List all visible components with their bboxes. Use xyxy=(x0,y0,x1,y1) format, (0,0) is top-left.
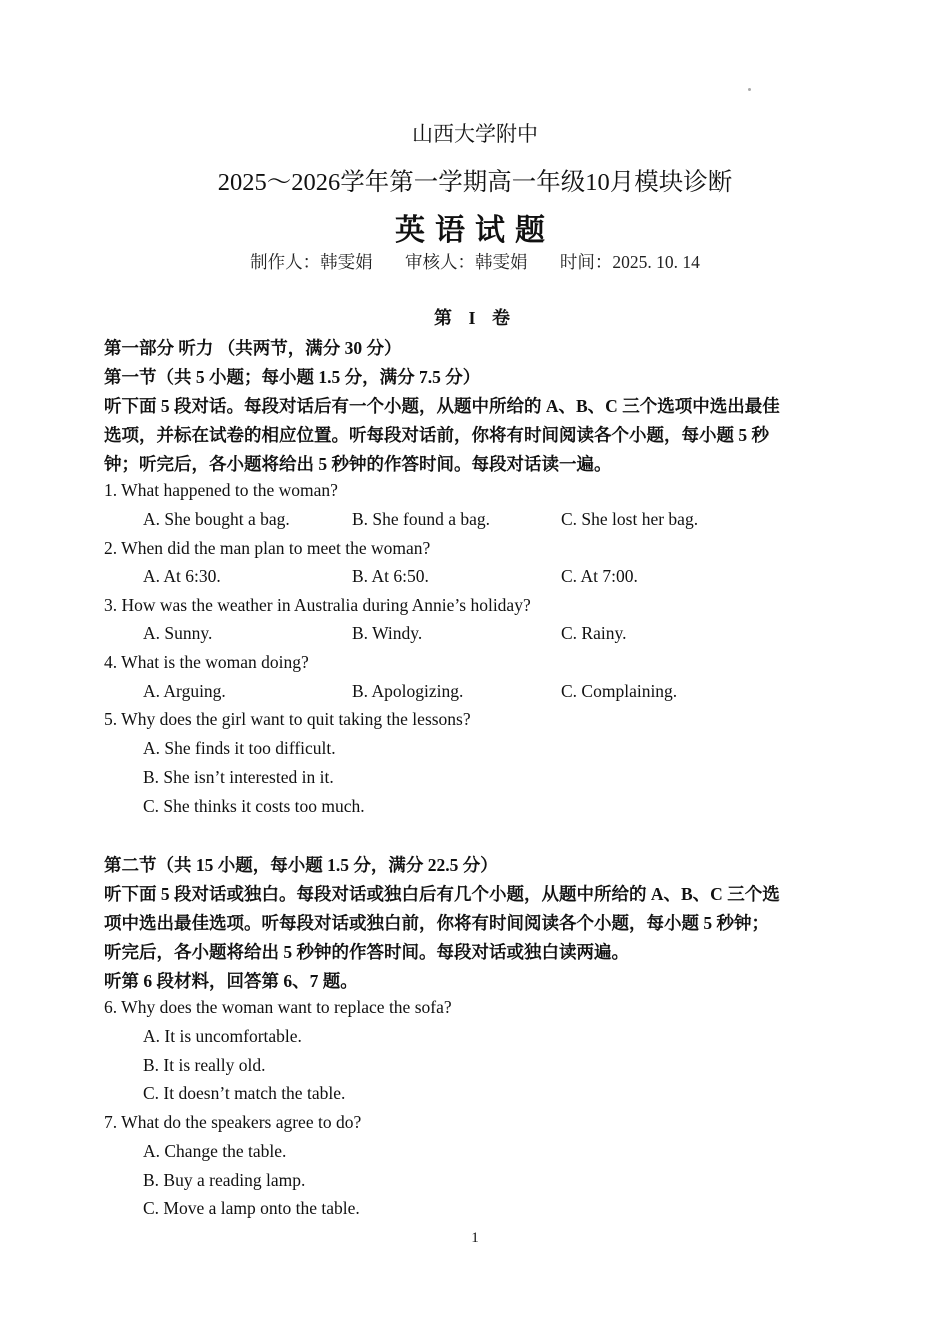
question-stem: 1. What happened to the woman? xyxy=(104,480,338,500)
subject-title: 英语试题 xyxy=(395,214,555,247)
option-b: B. It is really old. xyxy=(143,1055,266,1075)
option-c: C. Rainy. xyxy=(561,623,627,643)
part1-title: 第一部分 听力 （共两节，满分 30 分） xyxy=(104,338,402,358)
instruction-line: 选项，并标在试卷的相应位置。听每段对话前，你将有时间阅读各个小题，每小题 5 秒 xyxy=(104,425,769,445)
question-stem: 3. How was the weather in Australia during Annie’s holiday? xyxy=(104,595,531,615)
instruction-line: 钟；听完后，各小题将给出 5 秒钟的作答时间。每段对话读一遍。 xyxy=(104,454,612,474)
option-b: B. She isn’t interested in it. xyxy=(143,767,334,787)
question-stem: 6. Why does the woman want to replace the sofa? xyxy=(104,997,452,1017)
maker: 制作人：韩雯娟 xyxy=(250,252,373,272)
option-a: A. Change the table. xyxy=(143,1141,287,1161)
option-a: A. Arguing. xyxy=(143,681,226,701)
instruction-line: 听完后，各小题将给出 5 秒钟的作答时间。每段对话或独白读两遍。 xyxy=(104,942,629,962)
scan-dot xyxy=(748,88,751,91)
option-b: B. Apologizing. xyxy=(352,681,464,701)
exam-title: 2025～2026学年第一学期高一年级10月模块诊断 xyxy=(217,169,733,196)
school-name: 山西大学附中 xyxy=(412,122,538,146)
option-a: A. She bought a bag. xyxy=(143,509,290,529)
section1-title: 第一节（共 5 小题；每小题 1.5 分，满分 7.5 分） xyxy=(104,367,481,387)
reviewer: 审核人：韩雯娟 xyxy=(405,252,528,272)
option-b: B. Buy a reading lamp. xyxy=(143,1170,306,1190)
material-note: 听第 6 段材料，回答第 6、7 题。 xyxy=(104,971,358,991)
option-b: B. Windy. xyxy=(352,623,423,643)
option-c: C. At 7:00. xyxy=(561,566,638,586)
option-c: C. Complaining. xyxy=(561,681,678,701)
page-number: 1 xyxy=(471,1230,479,1246)
instruction-line: 听下面 5 段对话。每段对话后有一个小题，从题中所给的 A、B、C 三个选项中选出最佳 xyxy=(104,396,780,416)
option-b: B. She found a bag. xyxy=(352,509,491,529)
option-c: C. She lost her bag. xyxy=(561,509,699,529)
option-c: C. It doesn’t match the table. xyxy=(143,1083,346,1103)
instruction-line: 项中选出最佳选项。听每段对话或独白前，你将有时间阅读各个小题，每小题 5 秒钟； xyxy=(104,913,769,933)
exam-meta xyxy=(0,249,950,274)
option-a: A. It is uncomfortable. xyxy=(143,1026,302,1046)
option-c: C. Move a lamp onto the table. xyxy=(143,1198,360,1218)
question-stem: 5. Why does the girl want to quit taking the lessons? xyxy=(104,709,471,729)
option-a: A. At 6:30. xyxy=(143,566,221,586)
question-stem: 4. What is the woman doing? xyxy=(104,652,309,672)
instruction-line: 听下面 5 段对话或独白。每段对话或独白后有几个小题，从题中所给的 A、B、C 三个选 xyxy=(104,884,780,904)
question-stem: 7. What do the speakers agree to do? xyxy=(104,1112,362,1132)
exam-date: 时间：2025. 10. 14 xyxy=(559,252,700,272)
volume-title: 第 I 卷 xyxy=(433,308,516,328)
option-b: B. At 6:50. xyxy=(352,566,429,586)
option-a: A. Sunny. xyxy=(143,623,213,643)
option-a: A. She finds it too difficult. xyxy=(143,738,336,758)
question-stem: 2. When did the man plan to meet the woman? xyxy=(104,538,431,558)
option-c: C. She thinks it costs too much. xyxy=(143,796,365,816)
section2-title: 第二节（共 15 小题，每小题 1.5 分，满分 22.5 分） xyxy=(104,855,498,875)
